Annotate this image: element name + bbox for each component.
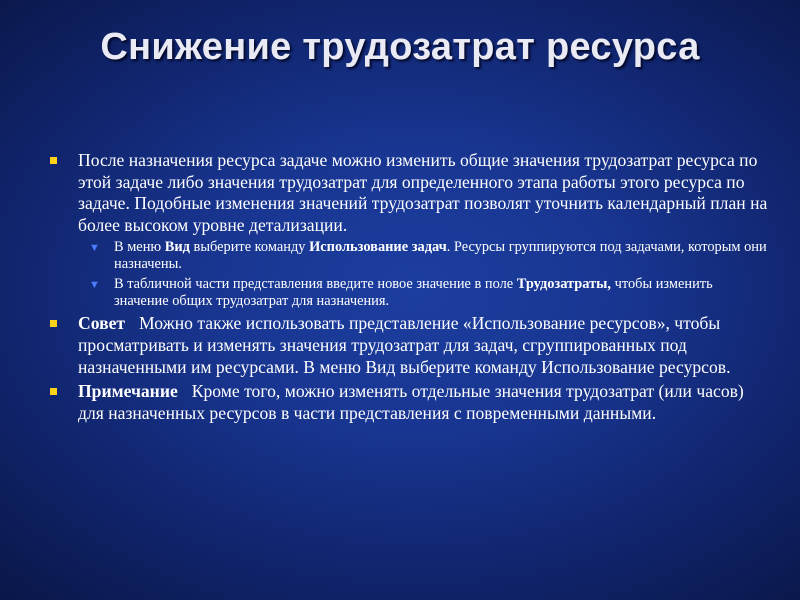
square-bullet-icon (50, 157, 57, 164)
triangle-bullet-icon: ▼ (89, 279, 100, 292)
slide-content (48, 150, 768, 427)
bullet-item-note (48, 381, 768, 424)
square-bullet-icon (50, 320, 57, 327)
tip-label: Совет (78, 313, 126, 334)
bullet-item (48, 150, 768, 236)
square-bullet-icon (50, 388, 57, 395)
menu-name-view: Вид (164, 239, 190, 256)
bullet-item-tip (48, 313, 768, 378)
triangle-bullet-icon: ▼ (89, 242, 100, 255)
slide-title: Снижение трудозатрат ресурса (100, 26, 700, 68)
sub-bullet-text: В меню Вид выберите команду Использование задач. Ресурсы группируются под задачами, которым они назначены. (114, 239, 767, 273)
note-text: Кроме того, можно изменять отдельные значения трудозатрат (или часов) для назначенных ресурсов в части представления с повременными данными. (78, 381, 744, 423)
bullet-text: После назначения ресурса задаче можно изменить общие значения трудозатрат ресурса по этой задаче либо значения трудозатрат для определенного этапа работы этого ресурса по задаче. Подобные изменения значений трудозатрат позволят уточнить календарный план на более высоком уровне детализации. (78, 150, 768, 235)
sub-bullet-item (48, 276, 768, 310)
sub-bullet-text: В табличной части представления введите новое значение в поле Трудозатраты, чтобы изменить значение общих трудозатрат для назначения. (114, 276, 713, 310)
sub-bullet-item (48, 239, 768, 273)
note-label: Примечание (78, 381, 178, 402)
command-name-task-usage: Использование задач (309, 239, 447, 256)
tip-text: Можно также использовать представление «Использование ресурсов», чтобы просматривать и изменять значения трудозатрат для задач, сгруппированных под назначенными им ресурсами. В меню Вид выберите команду Использование ресурсов. (78, 313, 731, 377)
field-name-work: Трудозатраты, (516, 276, 612, 293)
